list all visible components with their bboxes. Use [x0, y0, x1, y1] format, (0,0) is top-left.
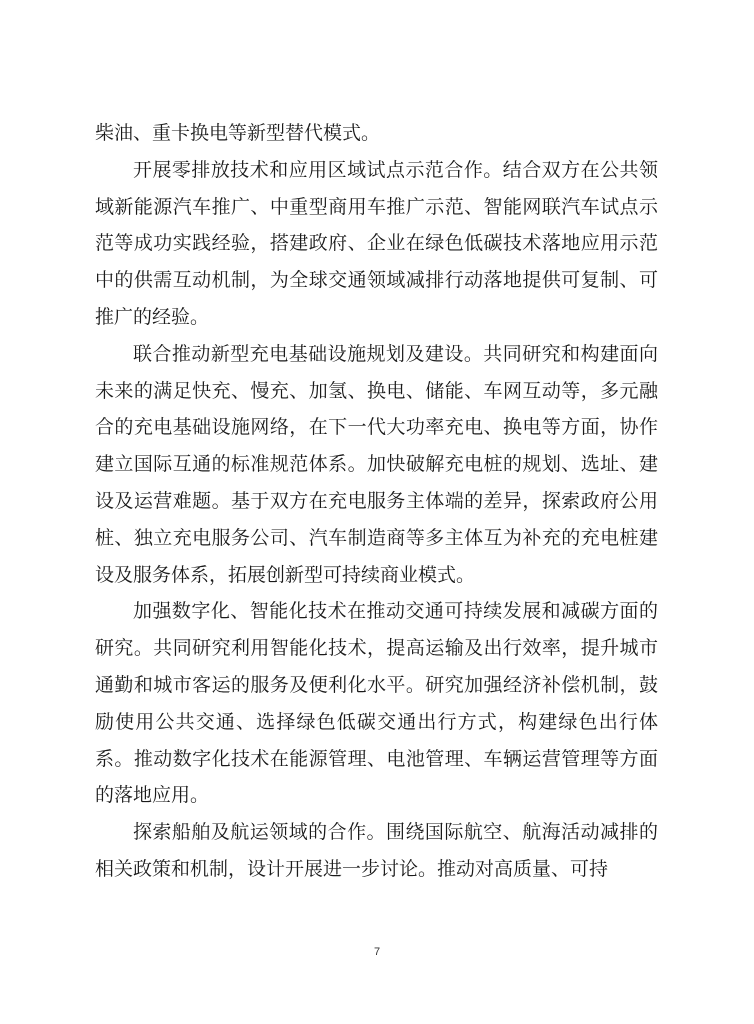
paragraph-digitalization: 加强数字化、智能化技术在推动交通可持续发展和减碳方面的研究。共同研究利用智能化技术，提高运输及出行效率，提升城市通勤和城市客运的服务及便利化水平。研究加强经济补偿机制，鼓励使用公共交通、选择绿色低碳交通出行方式，构建绿色出行体系。推动数字化技术在能源管理、电池管理、车辆运营管理等方面的落地应用。 — [95, 600, 658, 807]
paragraph-continuation: 柴油、重卡换电等新型替代模式。 — [95, 122, 381, 144]
body-text — [95, 115, 658, 888]
paragraph-charging-infrastructure: 联合推动新型充电基础设施规划及建设。共同研究和构建面向未来的满足快充、慢充、加氢、换电、储能、车网互动等，多元融合的充电基础设施网络，在下一代大功率充电、换电等方面，协作建立国际互通的标准规范体系。加快破解充电桩的规划、选址、建设及运营难题。基于双方在充电服务主体端的差异，探索政府公用桩、独立充电服务公司、汽车制造商等多主体互为补充的充电桩建设及服务体系，拓展创新型可持续商业模式。 — [95, 342, 658, 586]
paragraph-shipping-aviation: 探索船舶及航运领域的合作。围绕国际航空、航海活动减排的相关政策和机制，设计开展进一步讨论。推动对高质量、可持 — [95, 821, 658, 880]
paragraph-zero-emission-pilots: 开展零排放技术和应用区域试点示范合作。结合双方在公共领域新能源汽车推广、中重型商用车推广示范、智能网联汽车试点示范等成功实践经验，搭建政府、企业在绿色低碳技术落地应用示范中的供需互动机制，为全球交通领域减排行动落地提供可复制、可推广的经验。 — [95, 158, 658, 328]
page-number: 7 — [373, 946, 381, 958]
